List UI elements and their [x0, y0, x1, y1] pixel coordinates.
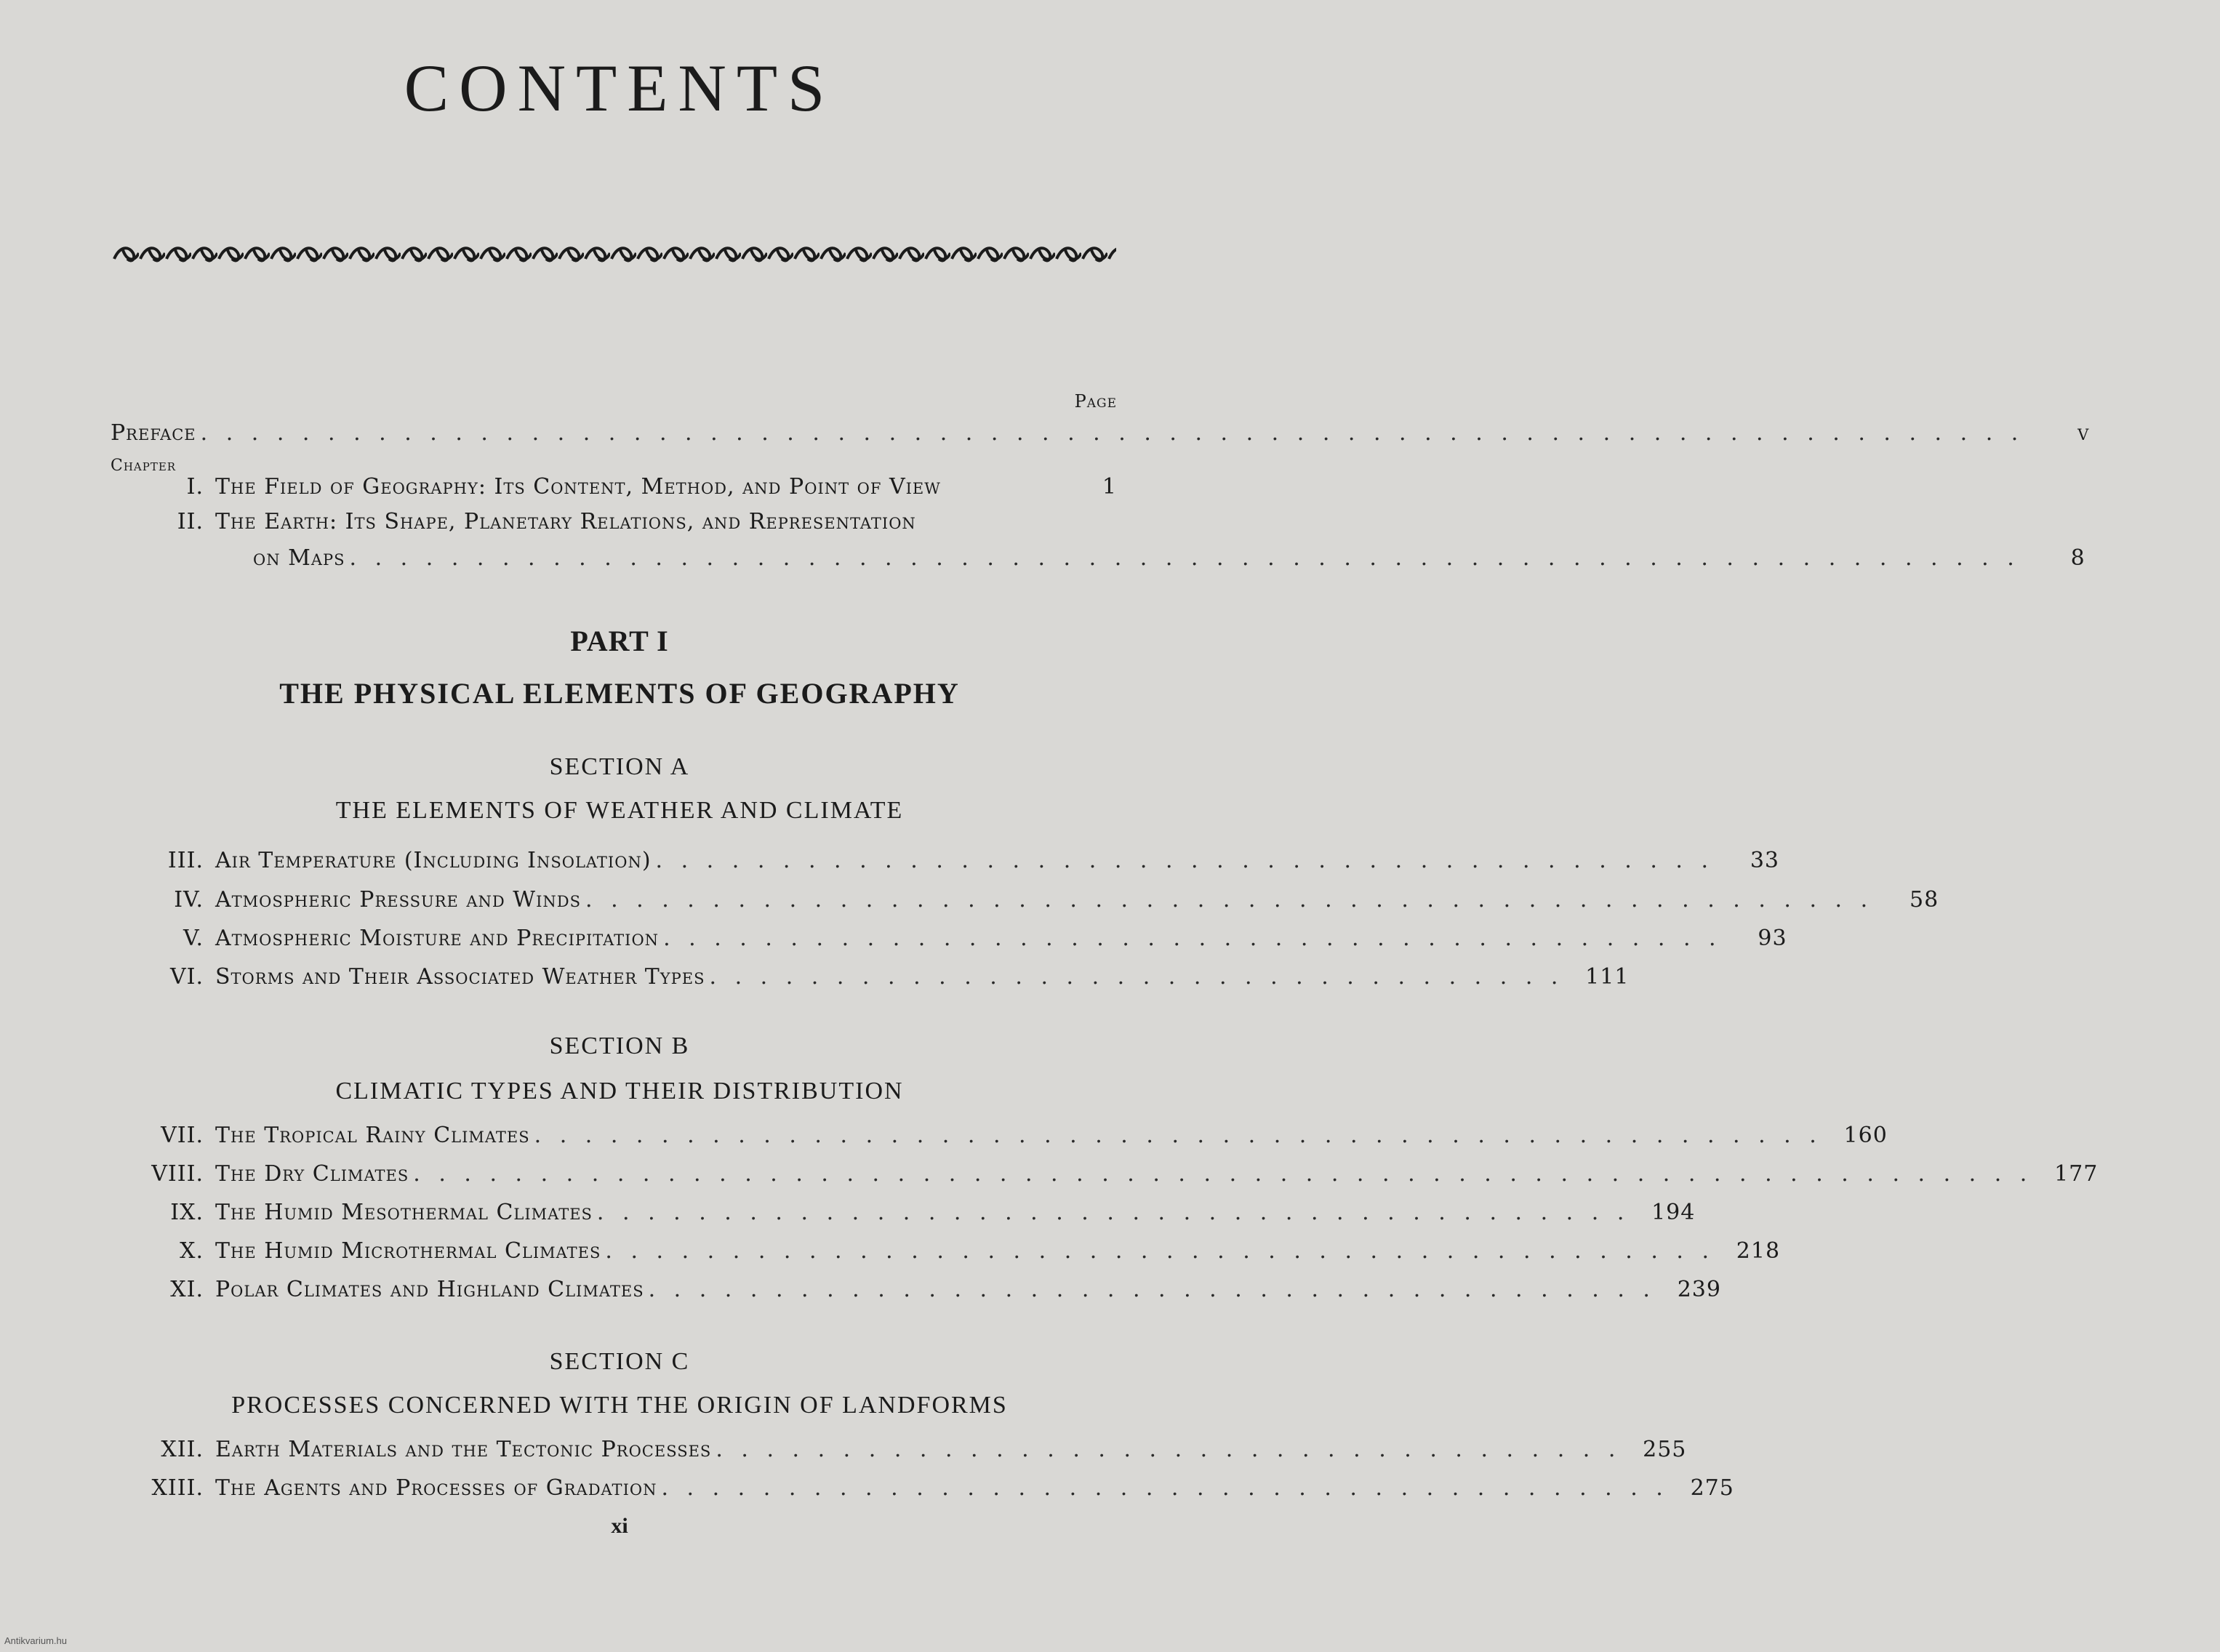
chapter-number: X.	[180, 1238, 204, 1264]
toc-entry-chapter-1[interactable]	[0, 474, 1239, 510]
section-a-heading: SECTION A	[549, 753, 690, 780]
entry-title: Polar Climates and Highland Climates	[215, 1277, 644, 1302]
entry-page: v	[2077, 420, 2090, 446]
leader-dots: . . . . . . . . . . . . . . . . . . . . . . . . . . . . . . . . . .	[709, 964, 1564, 990]
toc-entry-chapter-3[interactable]	[0, 848, 1780, 884]
toc-entry-chapter-4[interactable]	[0, 887, 1939, 923]
chapter-number: II.	[177, 509, 204, 534]
leader-dots: . . . . . . . . . . . . . . . . . . . . . . . . . . . . . . . . . . . . . . . . . . . . . . . . . . . . . . . . . . . . . . . . . .	[349, 545, 2020, 571]
entry-page: 160	[1843, 1123, 1888, 1148]
chapter-number: VI.	[169, 964, 204, 990]
leader-dots: . . . . . . . . . . . . . . . . . . . . . . . . . . . . . . . . . . . . . . . .	[661, 1475, 1669, 1501]
entry-title: Air Temperature (Including Insolation)	[215, 848, 652, 873]
toc-entry-chapter-9[interactable]	[0, 1200, 1696, 1236]
leader-dots: . . . . . . . . . . . . . . . . . . . . . . . . . . . . . . . . . . . . . . . . . .	[663, 926, 1722, 951]
entry-title: The Agents and Processes of Gradation	[215, 1475, 657, 1501]
entry-page: 111	[1585, 964, 1630, 990]
toc-entry-preface[interactable]	[0, 420, 2090, 457]
chapter-number: IV.	[174, 887, 204, 913]
chapter-number: V.	[183, 926, 204, 951]
leader-dots: . . . . . . . . . . . . . . . . . . . . . . . . . . . . . . . . . . . . . . . . . . . . . . . . . . . . . . . . . . . . . . . .	[413, 1161, 2033, 1187]
toc-entry-chapter-12[interactable]	[0, 1437, 1687, 1473]
toc-entry-chapter-2[interactable]	[0, 509, 1239, 534]
entry-page: 218	[1736, 1238, 1781, 1264]
leader-dots: . . . . . . . . . . . . . . . . . . . . . . . . . . . . . . . . . . . . . . . . . . . . . . . . . . .	[534, 1123, 1822, 1148]
page-column-header: Page	[1074, 391, 1117, 412]
chapter-number: VIII.	[151, 1161, 204, 1187]
entry-page: 239	[1677, 1277, 1721, 1302]
entry-title: Preface	[111, 420, 196, 446]
toc-entry-chapter-10[interactable]	[0, 1238, 1781, 1275]
entry-title: The Dry Climates	[215, 1161, 409, 1187]
rope-ornament-divider	[113, 240, 1116, 269]
entry-page: 255	[1643, 1437, 1687, 1462]
part-subtitle: THE PHYSICAL ELEMENTS OF GEOGRAPHY	[279, 677, 960, 710]
leader-dots: . . . . . . . . . . . . . . . . . . . . . . . . . . . . . . . . . . . . . . . . . .	[655, 848, 1715, 873]
chapter-number: XII.	[161, 1437, 204, 1462]
chapter-number: IX.	[170, 1200, 204, 1225]
leader-dots: . . . . . . . . . . . . . . . . . . . . . . . . . . . . . . . . . . . . . . . .	[648, 1277, 1656, 1302]
chapter-number: XI.	[170, 1277, 204, 1302]
entry-title: Atmospheric Moisture and Precipitation	[215, 926, 660, 951]
entry-title: Storms and Their Associated Weather Types	[215, 964, 705, 990]
entry-page: 177	[2054, 1161, 2099, 1187]
chapter-number: VII.	[161, 1123, 204, 1148]
entry-page: 1	[1102, 474, 1117, 500]
section-b-heading: SECTION B	[549, 1032, 690, 1059]
entry-title: The Humid Microthermal Climates	[215, 1238, 601, 1264]
section-b-title: CLIMATIC TYPES AND THEIR DISTRIBUTION	[335, 1078, 904, 1104]
toc-entry-chapter-8[interactable]	[0, 1161, 2099, 1198]
entry-page: 8	[2070, 545, 2085, 571]
leader-dots: . . . . . . . . . . . . . . . . . . . . . . . . . . . . . . . . . . . .	[716, 1437, 1622, 1462]
page-folio: xi	[611, 1514, 628, 1538]
entry-title-line2: on Maps	[253, 545, 345, 571]
chapter-number: III.	[167, 848, 204, 873]
entry-page: 93	[1758, 926, 1787, 951]
toc-entry-chapter-13[interactable]	[0, 1475, 1734, 1512]
toc-entry-chapter-7[interactable]	[0, 1123, 1888, 1159]
entry-page: 58	[1909, 887, 1939, 913]
section-c-heading: SECTION C	[549, 1348, 690, 1375]
section-a-title: THE ELEMENTS OF WEATHER AND CLIMATE	[335, 797, 904, 824]
entry-title: The Humid Mesothermal Climates	[215, 1200, 593, 1225]
page-title: CONTENTS	[404, 51, 835, 125]
entry-title: The Tropical Rainy Climates	[215, 1123, 530, 1148]
entry-page: 194	[1651, 1200, 1696, 1225]
toc-entry-chapter-6[interactable]	[0, 964, 1630, 1001]
entry-page: 275	[1690, 1475, 1734, 1501]
leader-dots: . . . . . . . . . . . . . . . . . . . . . . . . . . . . . . . . . . . . . . . . . . . .	[605, 1238, 1715, 1264]
leader-dots: . . . . . . . . . . . . . . . . . . . . . . . . . . . . . . . . . . . . . . . . .	[596, 1200, 1630, 1225]
entry-title: Atmospheric Pressure and Winds	[215, 887, 582, 913]
entry-title: The Field of Geography: Its Content, Method, and Point of View	[215, 474, 941, 500]
chapter-column-header: Chapter	[111, 457, 177, 475]
entry-page: 33	[1750, 848, 1780, 873]
leader-dots: . . . . . . . . . . . . . . . . . . . . . . . . . . . . . . . . . . . . . . . . . . . . . . . . . . .	[585, 887, 1874, 913]
entry-title: Earth Materials and the Tectonic Processes	[215, 1437, 712, 1462]
chapter-number: I.	[186, 474, 204, 500]
chapter-number: XIII.	[151, 1475, 204, 1501]
toc-entry-chapter-2-cont[interactable]	[0, 545, 2085, 582]
part-title: PART I	[570, 625, 669, 657]
leader-dots: . . . . . . . . . . . . . . . . . . . . . . . . . . . . . . . . . . . . . . . . . . . . . . . . . . . . . . . . . . . . . . . . . . . . . . . .	[200, 420, 2024, 446]
toc-entry-chapter-11[interactable]	[0, 1277, 1721, 1313]
entry-title-line1: The Earth: Its Shape, Planetary Relations, and Representation	[215, 509, 916, 534]
watermark: Antikvarium.hu	[4, 1635, 67, 1646]
section-c-title: PROCESSES CONCERNED WITH THE ORIGIN OF LANDFORMS	[231, 1392, 1008, 1419]
toc-entry-chapter-5[interactable]	[0, 926, 1787, 962]
